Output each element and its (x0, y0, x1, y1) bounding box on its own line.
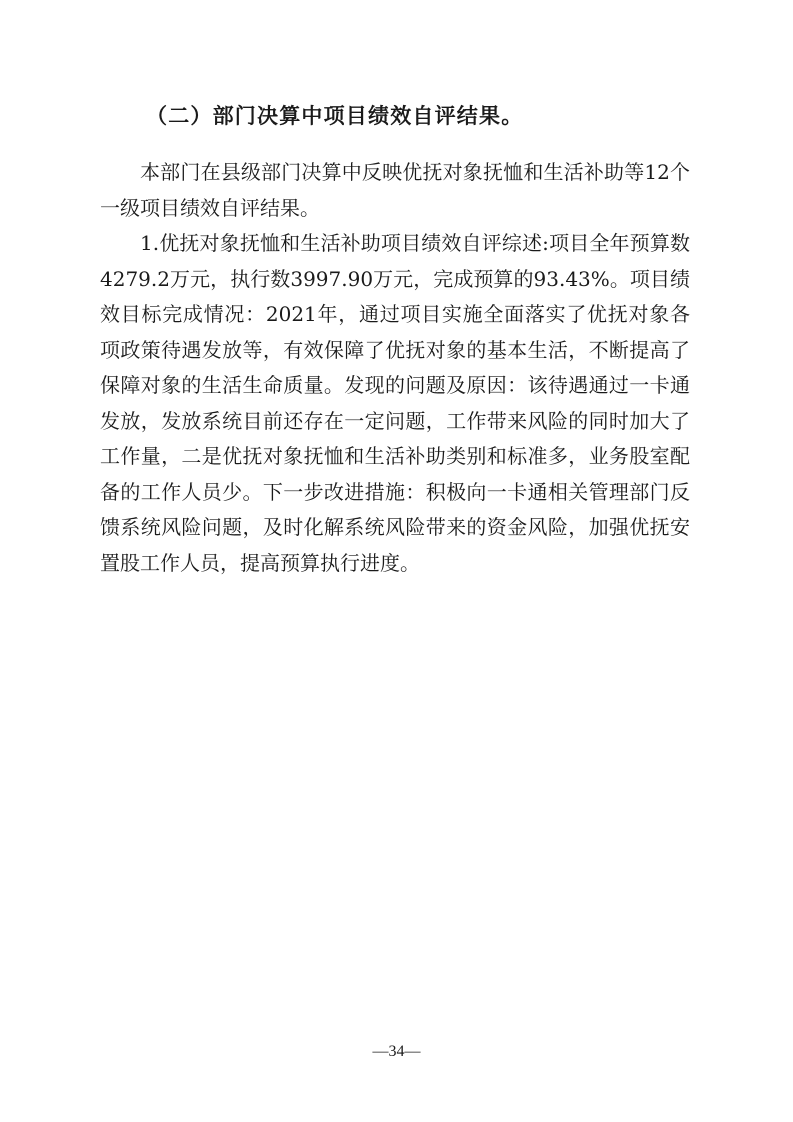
section-heading: （二）部门决算中项目绩效自评结果。 (146, 103, 524, 128)
paragraph-intro: 本部门在县级部门决算中反映优抚对象抚恤和生活补助等12个一级项目绩效自评结果。 (100, 160, 690, 220)
body-text (100, 155, 690, 581)
paragraph-project-summary: 1.优抚对象抚恤和生活补助项目绩效自评综述:项目全年预算数4279.2万元，执行数3997.90万元，完成预算的93.43%。项目绩效目标完成情况：2021年，通过项目实施全面落实了优抚对象各项政策待遇发放等，有效保障了优抚对象的基本生活，不断提高了保障对象的生活生命质量。发现的问题及原因：该待遇通过一卡通发放，发放系统目前还存在一定问题，工作带来风险的同时加大了工作量，二是优抚对象抚恤和生活补助类别和标准多，业务股室配备的工作人员少。下一步改进措施：积极向一卡通相关管理部门反馈系统风险问题，及时化解系统风险带来的资金风险，加强优抚安置股工作人员，提高预算执行进度。 (100, 231, 690, 575)
page-number: —34— (372, 1043, 421, 1060)
